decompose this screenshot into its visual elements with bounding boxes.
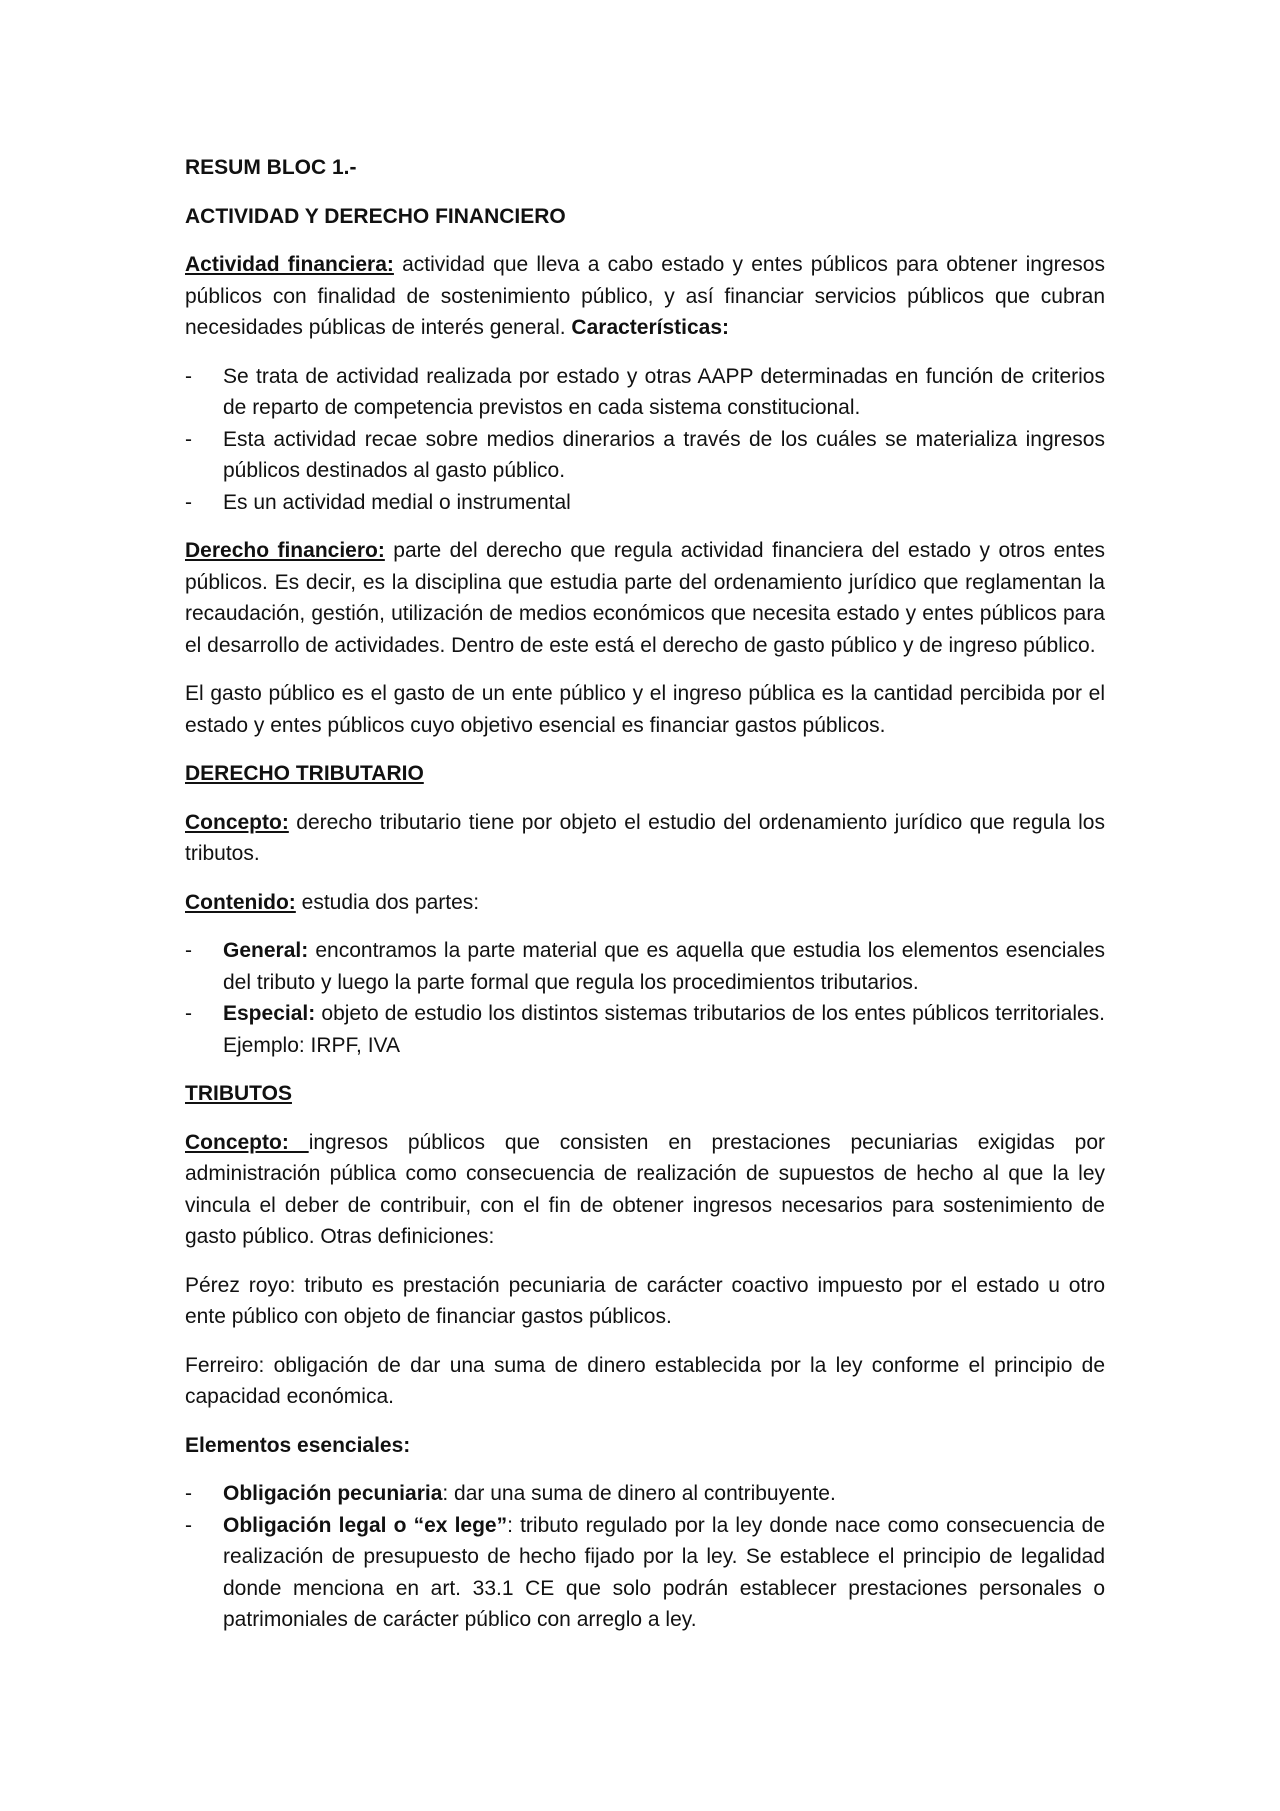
gasto-publico-paragraph: El gasto público es el gasto de un ente público y el ingreso pública es la cantidad percibida por el estado y entes públicos cuyo objetivo esencial es financiar gastos públicos. xyxy=(185,682,1105,737)
general-text: encontramos la parte material que es aquella que estudia los elementos esenciales del tributo y luego la parte formal que regula los procedimientos tributarios. xyxy=(223,939,1105,994)
dt-concepto-text: derecho tributario tiene por objeto el estudio del ordenamiento jurídico que regula los tributos. xyxy=(185,810,1105,865)
dt-concepto-paragraph xyxy=(185,807,1105,870)
list-item xyxy=(185,1510,1105,1636)
actividad-financiera-text: actividad que lleva a cabo estado y entes públicos para obtener ingresos públicos con finalidad de sostenimiento público, y así financiar servicios públicos que cubran necesidades públicas de interés general. xyxy=(185,253,1105,339)
derecho-financiero-text: parte del derecho que regula actividad financiera del estado y otros entes públicos. Es decir, es la disciplina que estudia parte del ordenamiento jurídico que reglamentan la recaudación, gestión, utilización de medios económicos que necesita estado y entes públicos para el desarrollo de actividades. Dentro de este está el derecho de gasto público y de ingreso público. xyxy=(185,539,1106,657)
obligacion-legal-text: : tributo regulado por la ley donde nace como consecuencia de realización de presupuesto de hecho fijado por la ley. Se establece el principio de legalidad donde menciona en art. 33.1 CE que solo podrán establecer prestaciones personales o patrimoniales de carácter público con arreglo a ley. xyxy=(223,1513,1105,1631)
list-item: - Esta actividad recae sobre medios dinerarios a través de los cuáles se materializa ingresos públicos destinados al gasto público. xyxy=(185,424,1105,487)
caracteristicas-list xyxy=(185,361,1105,519)
obligacion-pecuniaria-label: Obligación pecuniaria xyxy=(223,1482,443,1505)
tributos-concepto-term: Concepto: xyxy=(185,1130,309,1154)
ferreiro-paragraph: Ferreiro: obligación de dar una suma de dinero establecida por la ley conforme el principio de capacidad económica. xyxy=(185,1353,1105,1408)
especial-label: Especial: xyxy=(223,1002,316,1025)
tributos-heading: TRIBUTOS xyxy=(185,1082,292,1105)
dt-contenido-paragraph xyxy=(185,887,1105,919)
document-page xyxy=(185,152,1105,1653)
dt-contenido-text: estudia dos partes: xyxy=(295,890,480,914)
resum-title: RESUM BLOC 1.- xyxy=(185,156,357,179)
elementos-heading: Elementos esenciales: xyxy=(185,1433,411,1457)
contenido-list xyxy=(185,935,1105,1061)
derecho-financiero-term: Derecho financiero: xyxy=(185,539,385,562)
general-label: General: xyxy=(223,939,309,962)
obligacion-pecuniaria-text: : dar una suma de dinero al contribuyente. xyxy=(442,1482,836,1505)
list-item: - Se trata de actividad realizada por estado y otras AAPP determinadas en función de criterios de reparto de competencia previstos en cada sistema constitucional. xyxy=(185,361,1105,424)
list-item: - Es un actividad medial o instrumental xyxy=(185,487,1105,519)
actividad-financiera-term: Actividad financiera: xyxy=(185,253,394,276)
dt-contenido-term: Contenido: xyxy=(185,890,296,914)
obligacion-legal-label: Obligación legal o “ex lege” xyxy=(223,1513,508,1537)
list-item xyxy=(185,998,1105,1061)
list-item xyxy=(185,1478,1105,1510)
actividad-financiera-paragraph xyxy=(185,249,1105,344)
caracteristicas-label: Características: xyxy=(571,316,730,339)
derecho-tributario-heading: DERECHO TRIBUTARIO xyxy=(185,762,424,785)
section-title: ACTIVIDAD Y DERECHO FINANCIERO xyxy=(185,204,566,228)
perez-royo-paragraph: Pérez royo: tributo es prestación pecuniaria de carácter coactivo impuesto por el estado u otro ente público con objeto de financiar gastos públicos. xyxy=(185,1273,1105,1328)
tributos-concepto-text: ingresos públicos que consisten en prestaciones pecuniarias exigidas por administración pública como consecuencia de realización de supuestos de hecho al que la ley vincula el deber de contribuir, con el fin de obtener ingresos necesarios para sostenimiento de gasto público. Otras definiciones: xyxy=(185,1130,1105,1248)
elementos-list xyxy=(185,1478,1105,1636)
tributos-concepto-paragraph xyxy=(185,1127,1105,1253)
derecho-financiero-paragraph xyxy=(185,535,1105,661)
especial-text: objeto de estudio los distintos sistemas tributarios de los entes públicos territoriales. Ejemplo: IRPF, IVA xyxy=(223,1002,1105,1057)
list-item xyxy=(185,935,1105,998)
dt-concepto-term: Concepto: xyxy=(185,810,289,834)
